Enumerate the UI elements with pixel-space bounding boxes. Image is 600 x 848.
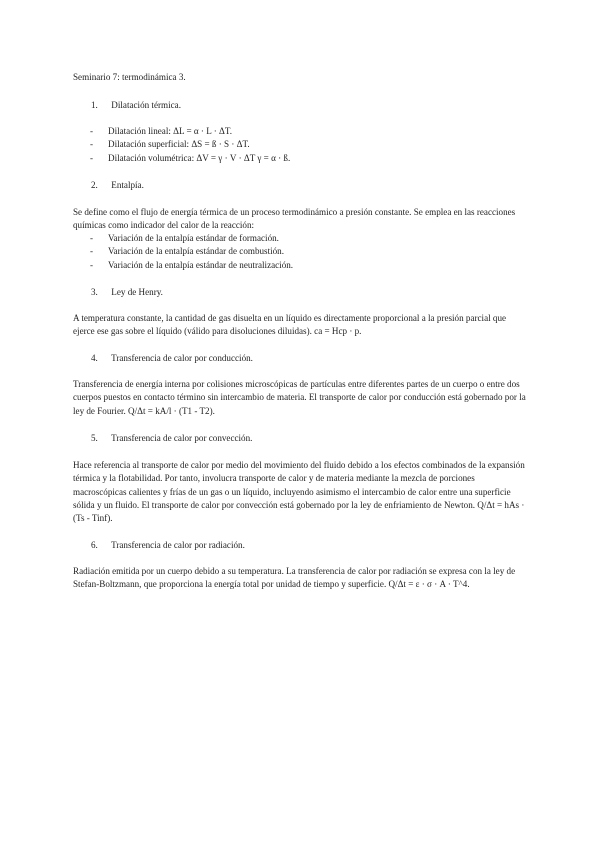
section-heading-conduccion xyxy=(91,352,253,365)
section-number: 3. xyxy=(91,287,98,297)
paragraph-conduccion: Transferencia de energía interna por colisiones microscópicas de partículas entre diferentes partes de un cuerpo o entre dos cuerpos puestos en contacto término sin intercambio de materia. El transporte de calor por conducción está gobernado por la ley de Fourier. Q/Δt = kA/l · (T1 - T2). xyxy=(73,379,526,416)
list-item: - Dilatación volumétrica: ΔV = γ · V · ΔT γ = α · ß. xyxy=(90,152,291,163)
section-heading-conveccion xyxy=(91,432,252,445)
section-heading-henry xyxy=(91,286,163,299)
section-heading-entalpia xyxy=(91,179,144,192)
paragraph-henry: A temperatura constante, la cantidad de gas disuelta en un líquido es directamente proporcional a la presión parcial que ejerce ese gas sobre el líquido (válido para disoluciones diluidas). ca = Hcp · p. xyxy=(73,313,507,337)
section-title: Transferencia de calor por convección. xyxy=(111,433,253,443)
list-item: - Dilatación superficial: ΔS = ß · S · ΔT. xyxy=(90,139,250,150)
paragraph-conveccion: Hace referencia al transporte de calor por medio del movimiento del fluido debido a los efectos combinados de la expansión térmica y la flotabilidad. Por tanto, involucra transporte de calor y de materia mediante la mezcla de porciones macroscópicas calientes y frías de un gas o un líquido, incluyendo asimismo el intercambio de calor entre una superficie sólida y un fluido. El transporte de calor por convección está gobernado por la ley de enfriamiento de Newton. Q/Δt = hAs · (Ts - Tinf). xyxy=(73,460,525,524)
section-number: 5. xyxy=(91,433,98,443)
list-item: - Variación de la entalpía estándar de formación. xyxy=(90,233,279,243)
list-item: - Variación de la entalpía estándar de neutralización. xyxy=(90,259,294,270)
section-heading-dilatacion xyxy=(91,99,181,112)
section-title: Entalpía. xyxy=(111,180,144,190)
section-number: 6. xyxy=(91,540,98,550)
section-title: Transferencia de calor por radiación. xyxy=(111,540,245,550)
list-item: - Dilatación lineal: ΔL = α · L · ΔT. xyxy=(90,126,233,136)
paragraph-entalpia: Se define como el flujo de energía térmica de un proceso termodinámico a presión constante. Se emplea en las reacciones químicas como indicador del calor de la reacción: xyxy=(73,207,516,231)
list-item: - Variación de la entalpía estándar de combustión. xyxy=(90,246,284,257)
paragraph-radiacion: Radiación emitida por un cuerpo debido a su temperatura. La transferencia de calor por radiación se expresa con la ley de Stefan-Boltzmann, que proporciona la energía total por unidad de tiempo y superficie. Q/Δt = ε · σ · A · T^4. xyxy=(73,566,516,590)
document-title: Seminario 7: termodinámica 3. xyxy=(73,72,186,82)
section-title: Transferencia de calor por conducción. xyxy=(111,353,253,363)
bullet-list-entalpia xyxy=(90,232,293,272)
section-title: Dilatación térmica. xyxy=(111,100,181,110)
section-number: 1. xyxy=(91,100,98,110)
section-number: 2. xyxy=(91,180,98,190)
section-number: 4. xyxy=(91,353,98,363)
section-title: Ley de Henry. xyxy=(111,287,163,297)
bullet-list-dilatacion xyxy=(90,125,290,165)
section-heading-radiacion xyxy=(91,539,245,552)
